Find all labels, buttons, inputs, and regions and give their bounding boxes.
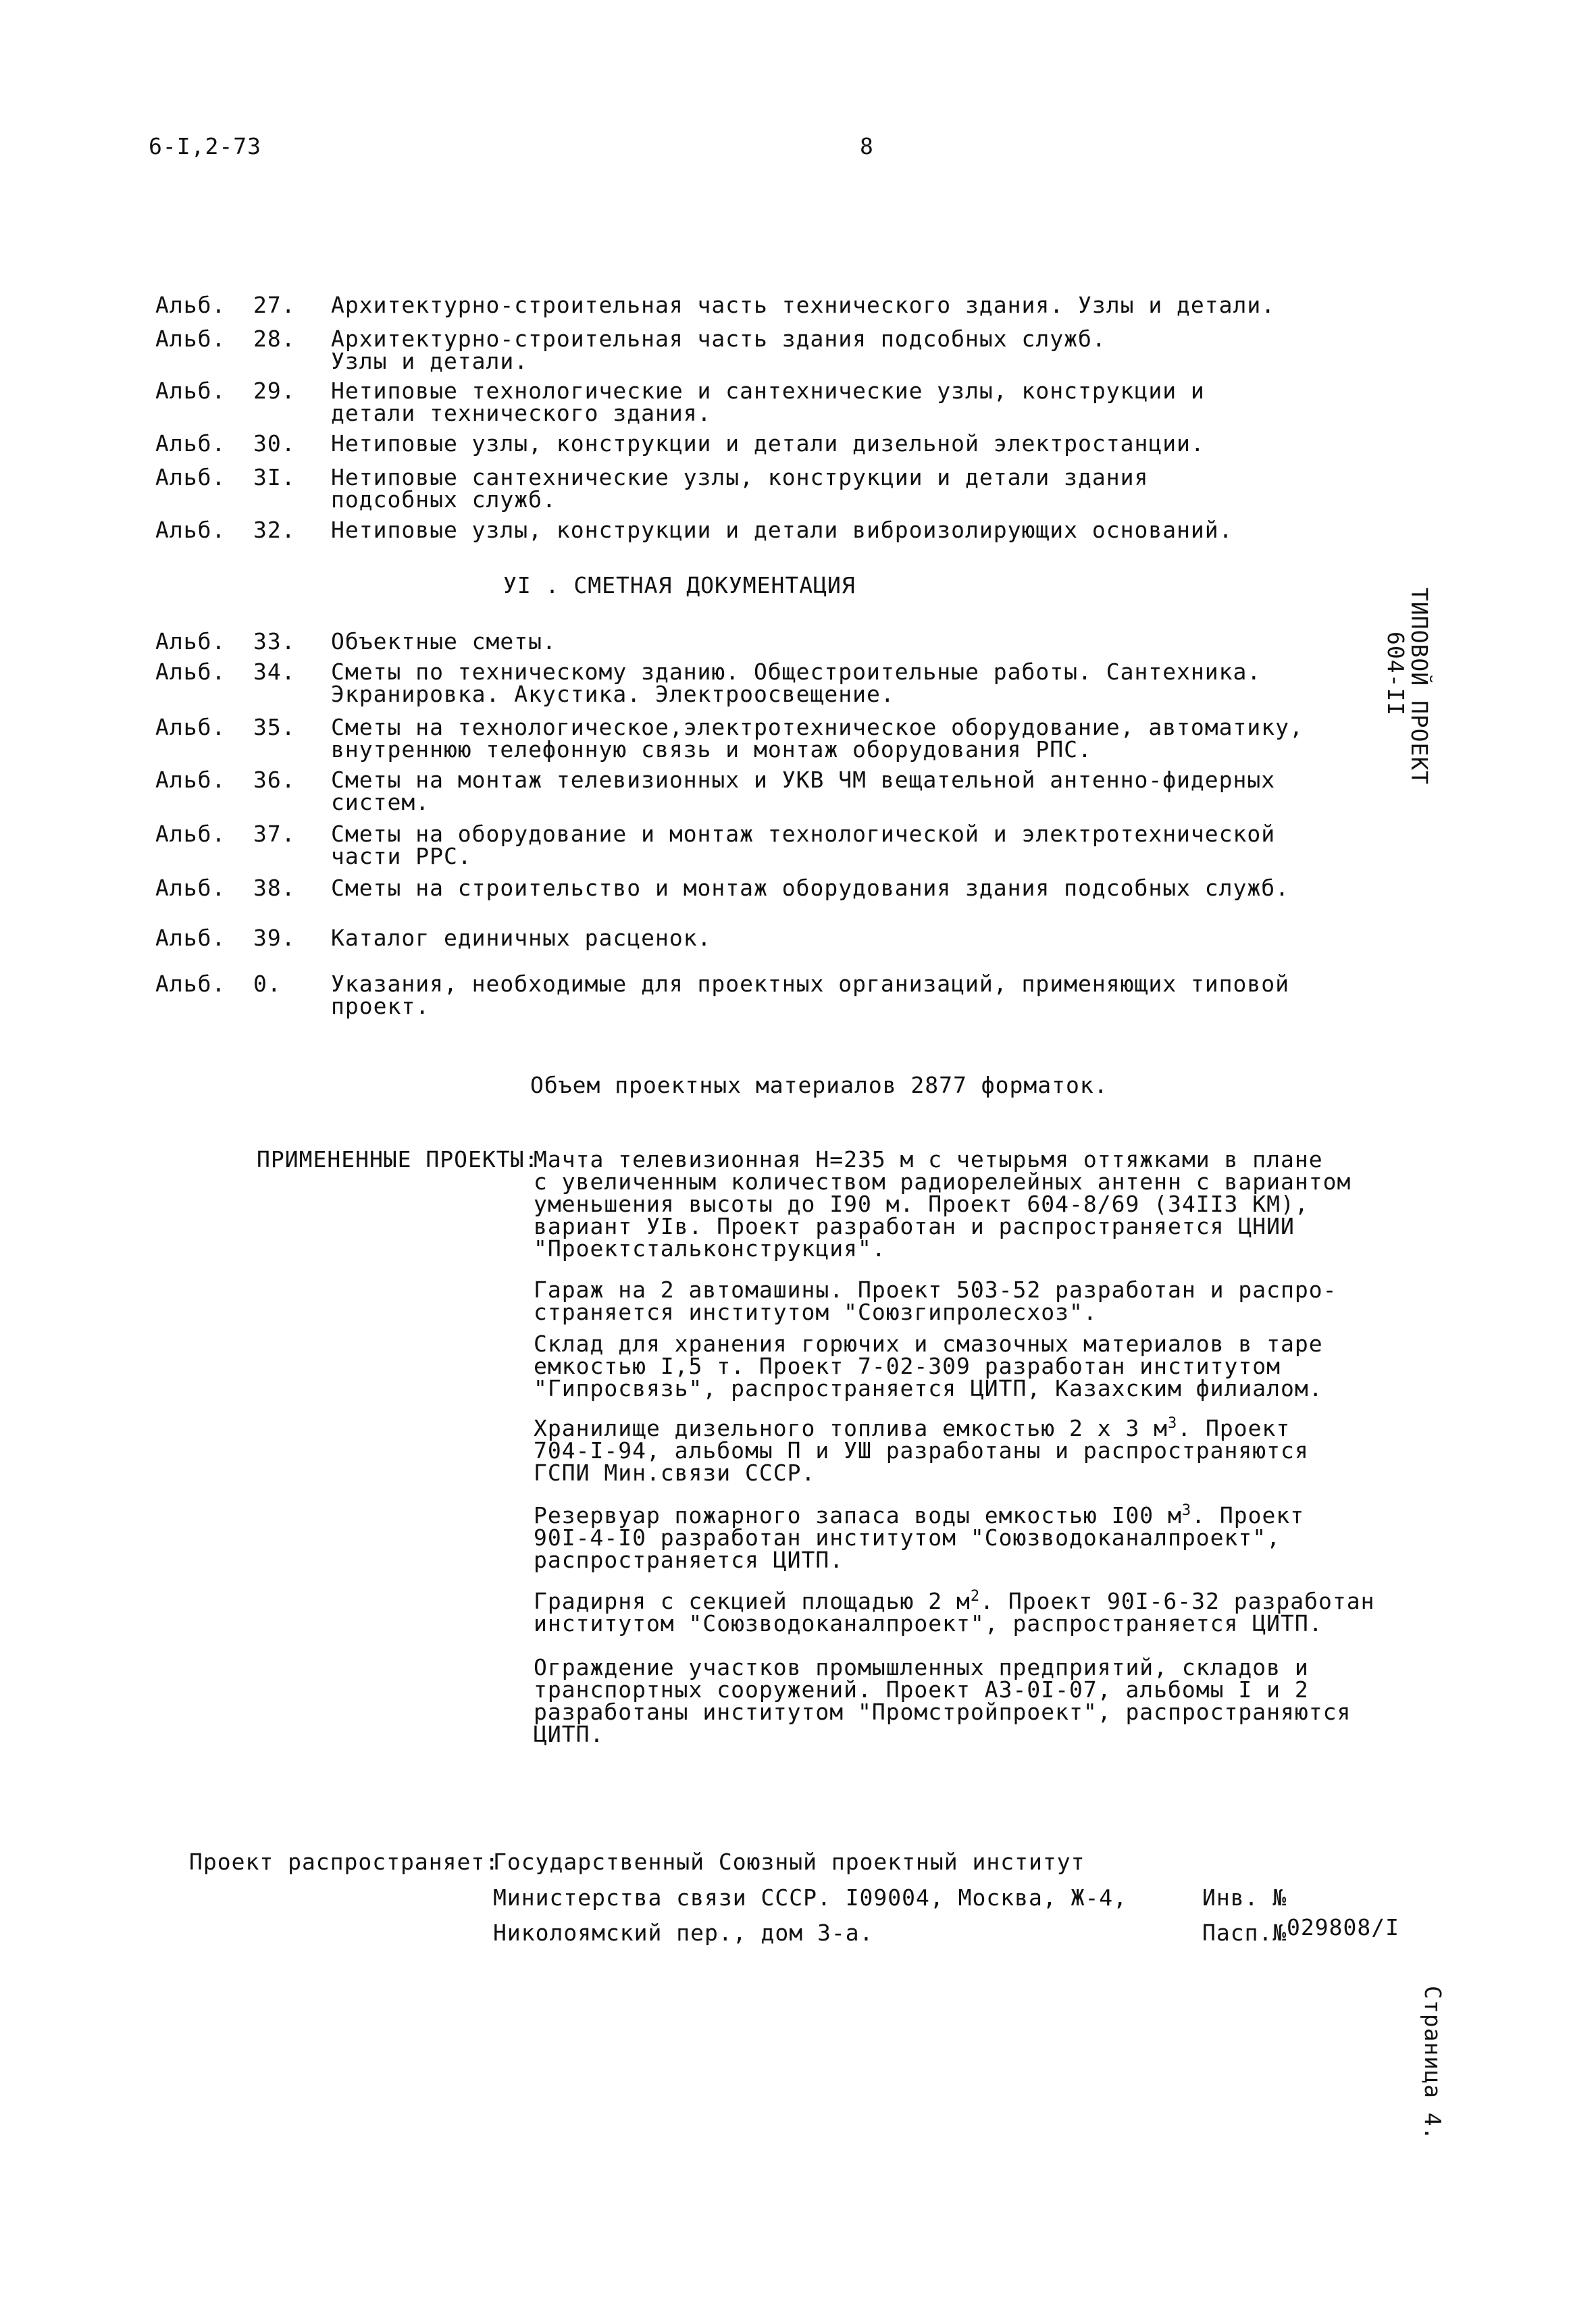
side-stamp-line1: ТИПОВОЙ ПРОЕКТ <box>1406 588 1433 786</box>
album-title: Сметы по техническому зданию. Общестроительные работы. Сантехника. Экранировка. Акустика. Электроосвещение. <box>331 659 1262 707</box>
passport-label: Пасп.№ <box>1202 1920 1287 1946</box>
album-title: Сметы на монтаж телевизионных и УКВ ЧМ вещательной антенно-фидерных систем. <box>331 767 1276 815</box>
side-stamp-code <box>1385 632 1407 716</box>
album-number: 34. <box>253 659 296 685</box>
album-title: Нетиповые сантехнические узлы, конструкции и детали здания подсобных служб. <box>331 464 1149 513</box>
album-title: Указания, необходимые для проектных организаций, применяющих типовой проект. <box>331 971 1290 1019</box>
inventory-label: Инв. № <box>1202 1884 1287 1911</box>
distributor-line: Государственный Союзный проектный институт <box>493 1849 1085 1875</box>
volume-line: Объем проектных материалов 2877 форматок. <box>530 1072 1108 1098</box>
album-number: 38. <box>253 875 296 901</box>
album-title: Объектные сметы. <box>331 628 557 654</box>
album-number: 30. <box>253 430 296 457</box>
applied-project <box>534 1417 1309 1484</box>
album-label: Альб. <box>155 925 226 951</box>
applied-project-text: Хранилище дизельного топлива емкостью 2 х 3 м <box>534 1415 1168 1441</box>
album-label: Альб. <box>155 378 226 404</box>
distributor-line: Николоямский пер., дом 3-а. <box>493 1920 874 1946</box>
album-number: 3I. <box>253 464 296 490</box>
album-label: Альб. <box>155 517 226 543</box>
section-title: УI . СМЕТНАЯ ДОКУМЕНТАЦИЯ <box>503 572 856 598</box>
album-label: Альб. <box>155 326 226 352</box>
album-label: Альб. <box>155 628 226 654</box>
applied-project-text: . Проект 90I-4-I0 разработан институтом "Союзводоканалпроект", распространяется ЦИТП. <box>534 1502 1305 1573</box>
applied-project: Склад для хранения горючих и смазочных материалов в таре емкостью I,5 т. Проект 7-02-309 разработан институтом "Гипросвязь", распространяется ЦИТП, Казахским филиалом. <box>534 1331 1323 1402</box>
album-title: Нетиповые технологические и сантехнические узлы, конструкции и детали технического здания. <box>331 378 1205 426</box>
applied-project: Мачта телевизионная Н=235 м с четырьмя оттяжками в плане с увеличенным количеством радиорелейных антенн с вариантом уменьшения высоты до I90 м. Проект 604-8/69 (34II3 КМ), вариант УIв. Проект разработан и распространяется ЦНИИ "Проектстальконструкция". <box>534 1146 1352 1262</box>
album-label: Альб. <box>155 767 226 793</box>
album-number: 37. <box>253 821 296 847</box>
side-stamp <box>1408 588 1431 785</box>
applied-project-text: Градирня с секцией площадью 2 м <box>534 1588 971 1614</box>
album-label: Альб. <box>155 464 226 490</box>
album-number: 32. <box>253 517 296 543</box>
album-label: Альб. <box>155 292 226 318</box>
album-title: Сметы на оборудование и монтаж технологической и электротехнической части РРС. <box>331 821 1276 869</box>
applied-project: Ограждение участков промышленных предприятий, складов и транспортных сооружений. Проект АЗ-0I-07, альбомы I и 2 разработаны институтом "Промстройпроект", распространяются ЦИТП. <box>534 1654 1352 1747</box>
album-label: Альб. <box>155 821 226 847</box>
album-label: Альб. <box>155 659 226 685</box>
unit-exponent: 2 <box>970 1588 981 1605</box>
distributor-label: Проект распространяет: <box>189 1849 500 1875</box>
doc-code: 6-I,2-73 <box>149 133 261 159</box>
unit-exponent: 3 <box>1168 1415 1178 1432</box>
album-title: Сметы на строительство и монтаж оборудования здания подсобных служб. <box>331 875 1290 901</box>
applied-project <box>534 1590 1374 1635</box>
album-title: Нетиповые узлы, конструкции и детали дизельной электростанции. <box>331 430 1205 457</box>
album-title: Сметы на технологическое,электротехническое оборудование, автоматику, внутреннюю телефонную связь и монтаж оборудования РПС. <box>331 714 1304 763</box>
unit-exponent: 3 <box>1181 1502 1192 1519</box>
album-number: 28. <box>253 326 296 352</box>
album-label: Альб. <box>155 971 226 997</box>
applied-project-text: . Проект 704-I-94, альбомы П и УШ разработаны и распространяются ГСПИ Мин.связи СССР. <box>534 1415 1309 1486</box>
album-title: Архитектурно-строительная часть технического здания. Узлы и детали. <box>331 292 1276 318</box>
applied-project: Гараж на 2 автомашины. Проект 503-52 разработан и распро- страняется институтом "Союзгипролесхоз". <box>534 1277 1337 1325</box>
album-number: 35. <box>253 714 296 740</box>
album-title: Каталог единичных расценок. <box>331 925 712 951</box>
distributor-line: Министерства связи СССР. I09004, Москва, Ж-4, <box>493 1884 1128 1911</box>
album-number: 0. <box>253 971 282 997</box>
album-number: 36. <box>253 767 296 793</box>
album-label: Альб. <box>155 714 226 740</box>
page-number: 8 <box>860 133 874 159</box>
side-stamp-line2: 604-II <box>1383 632 1409 717</box>
album-number: 39. <box>253 925 296 951</box>
album-label: Альб. <box>155 430 226 457</box>
applied-projects-heading: ПРИМЕНЕННЫЕ ПРОЕКТЫ: <box>257 1146 539 1173</box>
applied-project-text: . Проект 90I-6-32 разработан институтом "Союзводоканалпроект", распространяется ЦИТП. <box>534 1588 1375 1637</box>
applied-project-text: Резервуар пожарного запаса воды емкостью I00 м <box>534 1502 1182 1528</box>
page-stamp: Страница 4. <box>1420 1986 1446 2141</box>
passport-number: 029808/I <box>1287 1914 1399 1940</box>
applied-project <box>534 1504 1304 1571</box>
album-number: 29. <box>253 378 296 404</box>
album-title: Нетиповые узлы, конструкции и детали виброизолирующих оснований. <box>331 517 1233 543</box>
album-title: Архитектурно-строительная часть здания подсобных служб. Узлы и детали. <box>331 326 1106 374</box>
album-number: 27. <box>253 292 296 318</box>
album-label: Альб. <box>155 875 226 901</box>
album-number: 33. <box>253 628 296 654</box>
